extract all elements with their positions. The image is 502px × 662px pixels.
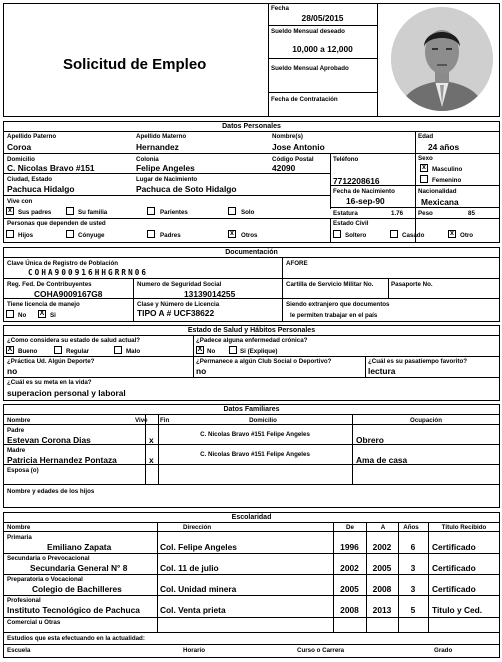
divider <box>268 92 377 93</box>
nss-label: Numero de Seguridad Social <box>137 281 222 288</box>
ec-otro-checkbox[interactable]: x <box>448 230 456 238</box>
colonia-value[interactable]: Felipe Angeles <box>136 163 195 173</box>
col-ocupacion: Ocupación <box>410 417 442 424</box>
row-relation: Madre <box>7 447 26 454</box>
divider <box>3 617 500 618</box>
meta-value[interactable]: superacion personal y laboral <box>7 388 126 398</box>
sexo-femenino-checkbox[interactable] <box>420 175 428 183</box>
divider <box>3 377 500 378</box>
c-no-checkbox[interactable]: X <box>197 346 203 353</box>
estatura-label: Estatura <box>333 210 358 217</box>
row-nombre[interactable]: Colegio de Bachilleres <box>32 584 122 594</box>
row-nombre[interactable]: Patricia Hernandez Pontaza <box>7 455 117 465</box>
lugar-nac-label: Lugar de Nacimiento <box>136 176 198 183</box>
sueldo-aprobado-label: Sueldo Mensual Aprobado <box>271 65 349 72</box>
row-direccion[interactable]: Col. 11 de julio <box>160 563 219 573</box>
section-title: Documentación <box>225 249 278 256</box>
divider <box>3 414 500 415</box>
nombres-label: Nombre(s) <box>272 133 303 140</box>
col-direccion: Dirección <box>183 524 212 531</box>
licencia-label: Tiene licencia de manejo <box>7 301 80 308</box>
apellido-materno-value[interactable]: Hernandez <box>136 142 179 152</box>
divider <box>333 522 334 632</box>
ec-soltero-label: Soltero <box>345 232 367 239</box>
vive-con-label: Vive con <box>7 198 33 205</box>
sexo-femenino-label: Femenino <box>432 177 462 184</box>
divider <box>3 595 500 596</box>
divider <box>3 444 500 445</box>
dep-padres-checkbox[interactable] <box>147 230 155 238</box>
row-anios[interactable]: 3 <box>410 584 416 594</box>
afore-label: AFORE <box>286 260 308 267</box>
estado-civil-label: Estado Civil <box>333 220 369 227</box>
row-relation: Esposa (o) <box>7 467 39 474</box>
fecha-value[interactable]: 28/05/2015 <box>301 13 344 23</box>
col-curso: Curso o Carrera <box>297 647 345 654</box>
row-nombre[interactable]: Instituto Tecnológico de Pachuca <box>7 605 140 615</box>
peso-value[interactable]: 85 <box>468 210 475 217</box>
row-a[interactable]: 2002 <box>372 542 392 552</box>
divider <box>3 522 500 523</box>
row-anios[interactable]: 6 <box>410 542 416 552</box>
ec-casado-checkbox[interactable] <box>390 230 398 238</box>
s-bueno-checkbox[interactable]: X <box>7 346 13 353</box>
vive-solo-label: Solo <box>241 209 255 216</box>
telefono-value[interactable]: 7712208616 <box>333 176 380 186</box>
sexo-label: Sexo <box>418 155 433 162</box>
nombres-value[interactable]: Jose Antonio <box>272 142 325 152</box>
clase-value[interactable]: TIPO A # UCF38622 <box>137 308 215 318</box>
divider <box>366 522 367 632</box>
s-malo-label: Malo <box>126 348 141 355</box>
deporte-value[interactable]: no <box>7 366 18 376</box>
curp-label: Clave Única de Registro de Población <box>7 260 119 267</box>
row-domicilio[interactable]: C. Nicolas Bravo #151 Felipe Angeles <box>200 431 310 438</box>
deporte-question: ¿Práctica Ud. Algún Deporte? <box>7 358 95 365</box>
divider <box>3 531 500 532</box>
row-ocupacion[interactable]: Obrero <box>356 435 384 445</box>
divider <box>352 414 353 484</box>
apellido-paterno-label: Apellido Paterno <box>7 133 57 140</box>
c-si-label: Si (Explique) <box>240 348 278 355</box>
divider <box>268 25 377 26</box>
divider <box>330 218 331 243</box>
s-regular-label: Regular <box>66 348 90 355</box>
col-vive: Vive <box>135 417 148 424</box>
divider <box>428 522 429 632</box>
col-titulo: Título Recibido <box>441 524 487 531</box>
c-si-checkbox[interactable] <box>229 346 237 354</box>
col-de: De <box>346 524 354 531</box>
row-a[interactable]: 2005 <box>372 563 392 573</box>
row-nombre[interactable]: Emiliano Zapata <box>47 542 112 552</box>
vive-solo-checkbox[interactable] <box>228 207 236 215</box>
lic-si-label: Si <box>50 312 56 319</box>
curp-value[interactable]: COHA900916HHGRRN06 <box>28 268 149 277</box>
row-nombre[interactable]: Secundaria General N° 8 <box>30 563 128 573</box>
divider <box>3 278 500 279</box>
dep-padres-label: Padres <box>160 232 181 239</box>
row-nivel: Profesional <box>7 597 41 604</box>
vive-familia-label: Su familia <box>78 209 108 216</box>
divider <box>398 522 399 632</box>
row-direccion[interactable]: Col. Venta prieta <box>160 605 226 615</box>
row-a[interactable]: 2008 <box>372 584 392 594</box>
person-photo-icon <box>391 7 493 111</box>
peso-label: Peso <box>418 210 433 217</box>
col-a: A <box>380 524 386 531</box>
divider <box>330 153 331 209</box>
ec-casado-label: Casado <box>402 232 425 239</box>
rfc-label: Reg. Fed. De Contribuyentes <box>7 281 92 288</box>
row-vive[interactable]: x <box>149 455 154 465</box>
divider <box>145 414 146 484</box>
row-anios[interactable]: 3 <box>410 563 416 573</box>
divider <box>388 278 389 298</box>
divider <box>3 644 500 645</box>
nacionalidad-value[interactable]: Mexicana <box>421 197 459 207</box>
row-ocupacion[interactable]: Ama de casa <box>356 455 408 465</box>
s-malo-checkbox[interactable] <box>114 346 122 354</box>
meta-question: ¿Cuál es su meta en la vida? <box>7 379 92 386</box>
divider <box>3 553 500 554</box>
divider <box>3 335 500 336</box>
sexo-masculino-checkbox[interactable]: x <box>420 164 428 172</box>
divider <box>330 185 500 186</box>
sueldo-deseado-label: Sueldo Mensual deseado <box>271 28 345 35</box>
nacionalidad-label: Nacionalidad <box>418 188 457 195</box>
row-vive[interactable]: x <box>149 435 154 445</box>
dep-otros-checkbox[interactable]: x <box>228 230 236 238</box>
row-de[interactable]: 2008 <box>340 605 359 615</box>
divider <box>3 484 500 485</box>
divider <box>3 356 500 357</box>
actual-label: Estudios que esta efectuando en la actualidad: <box>7 635 145 642</box>
vive-parientes-label: Parientes <box>160 209 188 216</box>
row-a[interactable]: 2013 <box>372 605 392 615</box>
lugar-nac-value[interactable]: Pachuca de Soto Hidalgo <box>136 184 237 194</box>
vive-familia-checkbox[interactable] <box>66 207 74 215</box>
row-titulo[interactable]: Certificado <box>432 584 476 594</box>
vive-padres-label: Sus padres <box>18 209 52 216</box>
row-direccion[interactable]: Col. Unidad minera <box>160 584 237 594</box>
apellido-paterno-value[interactable]: Coroa <box>7 142 32 152</box>
divider <box>3 153 500 154</box>
divider <box>3 424 500 425</box>
fecha-nac-label: Fecha de Nacimiento <box>333 188 395 195</box>
ciudad-label: Ciudad, Estado <box>7 176 53 183</box>
row-anios[interactable]: 5 <box>410 605 416 615</box>
col-fin: Fin <box>160 417 170 424</box>
row-titulo[interactable]: Titulo y Ced. <box>432 605 483 615</box>
s-bueno-label: Bueno <box>18 348 38 355</box>
edad-label: Edad <box>418 133 434 140</box>
divider <box>3 173 330 174</box>
col-anios: Años <box>403 524 419 531</box>
salud-question: ¿Como considera su estado de salud actual? <box>7 337 141 344</box>
row-titulo[interactable]: Certificado <box>432 542 476 552</box>
col-nombre: Nombre <box>7 417 31 424</box>
applicant-photo <box>391 7 493 111</box>
form-title: Solicitud de Empleo <box>63 56 207 73</box>
estatura-value[interactable]: 1.76 <box>391 210 404 217</box>
cronica-question: ¿Padece alguna enfermedad crónica? <box>196 337 308 344</box>
dependen-label: Personas que dependen de usted <box>7 220 106 227</box>
s-regular-checkbox[interactable] <box>54 346 62 354</box>
divider <box>415 153 416 243</box>
dep-otros-label: Otros <box>241 232 258 239</box>
col-escuela: Escuela <box>7 647 31 654</box>
divider <box>133 278 134 322</box>
rfc-value[interactable]: COHA9009167G8 <box>34 289 103 299</box>
divider <box>3 298 500 299</box>
col-grado: Grado <box>434 647 453 654</box>
cartilla-label: Cartilla de Servicio Militar No. <box>286 281 374 288</box>
fecha-label: Fecha <box>271 5 289 12</box>
divider <box>365 356 366 377</box>
extranjero-label-2: le permiten trabajar en el país <box>290 312 378 319</box>
section-title: Estado de Salud y Hábitos Personales <box>187 327 316 334</box>
row-nombre[interactable]: Estevan Corona Dias <box>7 435 91 445</box>
lic-no-label: No <box>18 312 27 319</box>
lic-si-checkbox[interactable]: X <box>39 310 45 317</box>
divider <box>3 632 500 633</box>
section-title: Escolaridad <box>231 514 272 521</box>
clase-label: Clase y Número de Licencia <box>137 301 220 308</box>
club-question: ¿Permanece a algún Club Social o Deportivo? <box>196 358 332 365</box>
domicilio-label: Domicilio <box>7 156 35 163</box>
pasatiempo-question: ¿Cuál es su pasatiempo favorito? <box>368 358 468 365</box>
domicilio-value[interactable]: C. Nicolas Bravo #151 <box>7 163 95 173</box>
row-titulo[interactable]: Certificado <box>432 563 476 573</box>
divider <box>415 131 416 154</box>
cp-value[interactable]: 42090 <box>272 163 296 173</box>
row-de[interactable]: 2005 <box>340 584 359 594</box>
divider <box>3 464 500 465</box>
apellido-materno-label: Apellido Materno <box>136 133 187 140</box>
cp-label: Código Postal <box>272 156 314 163</box>
row-direccion[interactable]: Col. Felipe Angeles <box>160 542 237 552</box>
nss-value[interactable]: 13139014255 <box>184 289 236 299</box>
row-nivel: Secundaria o Prevocacional <box>7 555 90 562</box>
divider <box>3 218 500 219</box>
c-no-label: No <box>207 348 216 355</box>
ciudad-value[interactable]: Pachuca Hidalgo <box>7 184 75 194</box>
vive-parientes-checkbox[interactable] <box>147 207 155 215</box>
row-de[interactable]: 2002 <box>340 563 359 573</box>
telefono-label: Teléfono <box>333 156 359 163</box>
row-relation: Padre <box>7 427 25 434</box>
sexo-masculino-label: Masculino <box>432 166 463 173</box>
extranjero-label: Siendo extranjero que documentos <box>286 301 390 308</box>
pasatiempo-value[interactable]: lectura <box>368 366 396 376</box>
col-horario: Horario <box>183 647 206 654</box>
dep-hijos-checkbox[interactable] <box>6 230 14 238</box>
pasaporte-label: Pasaporte No. <box>391 281 433 288</box>
col-nombre: Nombre <box>7 524 31 531</box>
divider <box>268 58 377 59</box>
fecha-nac-value[interactable]: 16-sep-90 <box>346 196 385 206</box>
divider <box>282 257 283 322</box>
hijos-label: Nombre y edades de los hijos <box>7 488 95 495</box>
divider <box>330 207 500 208</box>
row-domicilio[interactable]: C. Nicolas Bravo #151 Felipe Angeles <box>200 451 310 458</box>
dep-conyuge-label: Cónyuge <box>78 232 105 239</box>
edad-value[interactable]: 24 años <box>428 142 460 152</box>
club-value[interactable]: no <box>196 366 207 376</box>
section-title: Datos Familiares <box>223 406 280 413</box>
ec-otro-label: Otro <box>460 232 474 239</box>
colonia-label: Colonia <box>136 156 159 163</box>
vive-padres-checkbox[interactable]: x <box>6 207 14 215</box>
row-nivel: Comercial u Otras <box>7 619 61 626</box>
row-de[interactable]: 1996 <box>340 542 359 552</box>
lic-no-checkbox[interactable] <box>6 310 14 318</box>
col-domicilio: Domicilio <box>249 417 277 424</box>
divider <box>3 574 500 575</box>
row-nivel: Preparatoria o Vocacional <box>7 576 83 583</box>
ec-soltero-checkbox[interactable] <box>333 230 341 238</box>
fecha-contratacion-label: Fecha de Contratación <box>271 96 338 103</box>
divider <box>157 522 158 632</box>
sueldo-deseado-value[interactable]: 10,000 a 12,000 <box>292 44 353 54</box>
divider <box>3 131 500 132</box>
divider <box>158 414 159 484</box>
divider <box>3 195 330 196</box>
dep-conyuge-checkbox[interactable] <box>66 230 74 238</box>
section-title: Datos Personales <box>222 123 281 130</box>
dep-hijos-label: Hijos <box>18 232 34 239</box>
row-nivel: Primaria <box>7 534 32 541</box>
header-divider <box>377 3 378 117</box>
divider <box>3 257 500 258</box>
